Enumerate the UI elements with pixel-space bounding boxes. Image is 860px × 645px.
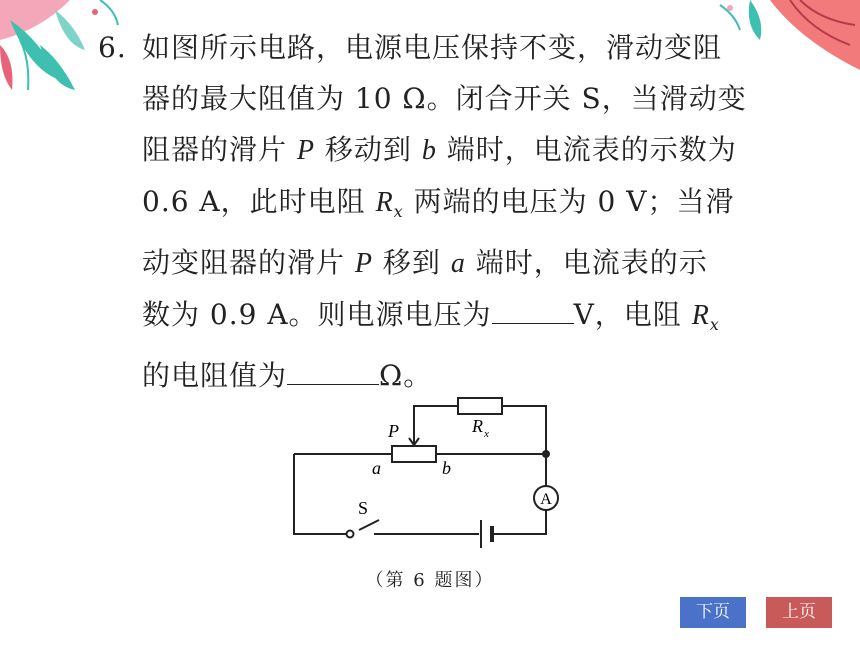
label-rx: R <box>472 416 483 436</box>
switch-contact-left <box>347 531 354 538</box>
wire-rx-right <box>502 406 546 454</box>
next-page-button[interactable]: 下页 <box>680 597 746 628</box>
question-line-2: 器的最大阻值为 10 Ω。闭合开关 S，当滑动变 <box>142 82 747 115</box>
question-line-7: 的电阻值为 Ω。 <box>142 359 433 392</box>
question-line-4: 0.6 A，此时电阻 $R_x$ 两端的电压为 0 V；当滑 <box>142 185 735 221</box>
ammeter-label: A <box>540 491 552 508</box>
label-rx-sub: x <box>484 428 489 440</box>
junction-dot <box>542 450 550 458</box>
question-text <box>98 22 763 401</box>
wire-left-bottom <box>294 454 346 534</box>
label-s: S <box>358 498 369 518</box>
answer-blank-voltage[interactable] <box>492 299 574 324</box>
answer-blank-resistance[interactable] <box>287 360 379 385</box>
switch-blade <box>359 520 379 530</box>
figure-caption: （第 6 题图） <box>365 570 495 591</box>
question-line-3: 阻器的滑片 P 移动到 b 端时，电流表的示数为 <box>142 133 737 166</box>
circuit-diagram <box>284 392 574 552</box>
question-line-5: 动变阻器的滑片 P 移到 a 端时，电流表的示 <box>142 246 708 279</box>
slider-arrow <box>409 430 419 445</box>
rheostat <box>392 446 436 462</box>
question-line-1: 6. 如图所示电路，电源电压保持不变，滑动变阻 <box>98 22 763 73</box>
wire-bottom-right <box>494 510 546 534</box>
resistor-rx <box>458 398 502 414</box>
wire-slider-up <box>414 406 458 430</box>
prev-page-button[interactable]: 上页 <box>766 597 832 628</box>
question-number: 6. <box>98 31 127 64</box>
question-line-6: 数为 0.9 A。则电源电压为 V，电阻 $R_x$ <box>142 298 720 334</box>
label-p: P <box>388 421 399 441</box>
label-b: b <box>442 458 451 478</box>
label-a: a <box>372 458 381 478</box>
